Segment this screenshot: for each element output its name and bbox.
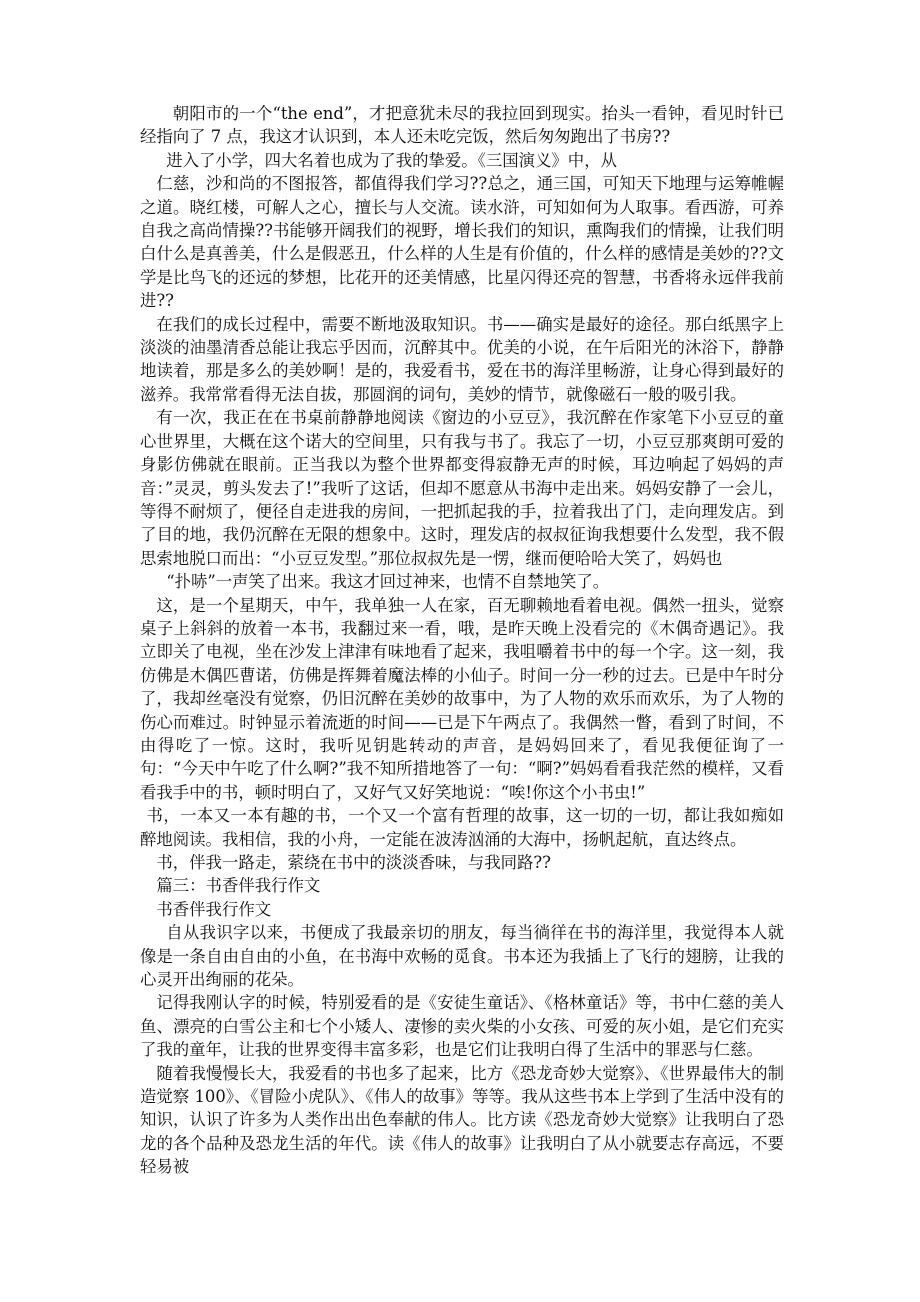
paragraph: 有一次，我正在在书桌前静静地阅读《窗边的小豆豆》，我沉醉在作家笔下小豆豆的童心世界里，大概在这个诺大的空间里，只有我与书了。我忘了一切，小豆豆那爽朗可爱的身影仿佛就在眼前。正当我以为整个世界都变得寂静无声的时候，耳边响起了妈妈的声音：”灵灵，剪头发去了!”我听了这话，但却不愿意从书海中走出来。妈妈安静了一会儿，等得不耐烦了，便径自走进我的房间，一把抓起我的手，拉着我出了门，走向理发店。到了目的地，我仍沉醉在无限的想象中。这时，理发店的叔叔征询我想要什么发型，我不假思索地脱口而出：“小豆豆发型。”那位叔叔先是一愣，继而便哈哈大笑了，妈妈也 [140,408,784,568]
document-body [140,102,784,1179]
paragraph: 书，伴我一路走，萦绕在书中的淡淡香味，与我同路?? [156,853,551,872]
paragraph: 朝阳市的一个“the end”，才把意犹未尽的我拉回到现实。抬头一看钟，看见时针已经指向了 7 点，我这才认识到，本人还未吃完饭，然后匆匆跑出了书房?? [140,104,784,147]
paragraph: “扑哧”一声笑了出来。我这才回过神来，也情不自禁地笑了。 [166,572,610,592]
paragraph: 自从我识字以来，书便成了我最亲切的朋友，每当徜徉在书的海洋里，我觉得本人就像是一条自由自由的小鱼，在书海中欢畅的觅食。书本还为我插上了飞行的翅膀，让我的心灵开出绚丽的花朵。 [140,923,784,990]
section-heading: 篇三：书香伴我行作文 [156,876,321,896]
paragraph: 在我们的成长过程中，需要不断地汲取知识。书——确实是最好的途径。那白纸黑字上淡淡的油墨清香总能让我忘乎因而，沉醉其中。优美的小说，在午后阳光的沐浴下，静静地读着，那是多么的美妙啊！是的，我爱看书，爱在书的海洋里畅游，让身心得到最好的滋养。我常常看得无法自拔，那圆润的词句，美妙的情节，就像磁石一般的吸引我。 [140,314,784,404]
paragraph: 仁慈，沙和尚的不图报答，都值得我们学习??总之，通三国，可知天下地理与运筹帷幄之道。晓红楼，可解人之心，擅长与人交流。读水浒，可知如何为人取事。看西游，可养自我之高尚情操??书能够开阔我们的视野，增长我们的知识，熏陶我们的情操，让我们明白什么是真善美，什么是假恶丑，什么样的人生是有价值的，什么样的感情是美妙的??文学是比鸟飞的还远的梦想，比花开的还美情感，比星闪得还亮的智慧，书香将永远伴我前进?? [140,174,784,311]
essay-title: 书香伴我行作文 [156,899,272,919]
paragraph: 这，是一个星期天，中午，我单独一人在家，百无聊赖地看着电视。偶然一扭头，觉察桌子上斜斜的放着一本书，我翻过来一看，哦，是昨天晚上没看完的《木偶奇遇记》。我立即关了电视，坐在沙发上津津有味地看了起来，我咀嚼着书中的每一个字。这一刻，我仿佛是木偶匹曹诺，仿佛是挥舞着魔法棒的小仙子。时间一分一秒的过去。已是中午时分了，我却丝毫没有觉察，仍旧沉醉在美妙的故事中，为了人物的欢乐而欢乐，为了人物的伤心而难过。时钟显示着流逝的时间——已是下午两点了。我偶然一瞥，看到了时间，不由得吃了一惊。这时，我听见钥匙转动的声音，是妈妈回来了，看见我便征询了一句：“今天中午吃了什么啊?”我不知所措地答了一句：“啊?”妈妈看看我茫然的模样，又看看我手中的书，顿时明白了，又好气又好笑地说：“唉!你这个小书虫!” [140,595,784,802]
paragraph: 随着我慢慢长大，我爱看的书也多了起来，比方《恐龙奇妙大觉察》、《世界最伟大的制造觉察 100》、《冒险小虎队》、《伟人的故事》等等。我从这些书本上学到了生活中没有的知识，认识了许多为人类作出出色奉献的伟人。比方读《恐龙奇妙大觉察》让我明白了恐龙的各个品种及恐龙生活的年代。读《伟人的故事》让我明白了从小就要志存高远，不要轻易被 [140,1063,784,1177]
paragraph: 记得我刚认字的时候，特别爱看的是《安徒生童话》、《格林童话》等，书中仁慈的美人鱼、漂亮的白雪公主和七个小矮人、凄惨的卖火柴的小女孩、可爱的灰小姐，是它们充实了我的童年，让我的世界变得丰富多彩，也是它们让我明白得了生活中的罪恶与仁慈。 [140,993,784,1060]
paragraph: 进入了小学，四大名着也成为了我的挚爱。《三国演义》中，从 [166,150,617,170]
paragraph: 书，一本又一本有趣的书，一个又一个富有哲理的故事，这一切的一切，都让我如痴如醉地阅读。我相信，我的小舟，一定能在波涛汹涌的大海中，扬帆起航，直达终点。 [140,806,784,849]
